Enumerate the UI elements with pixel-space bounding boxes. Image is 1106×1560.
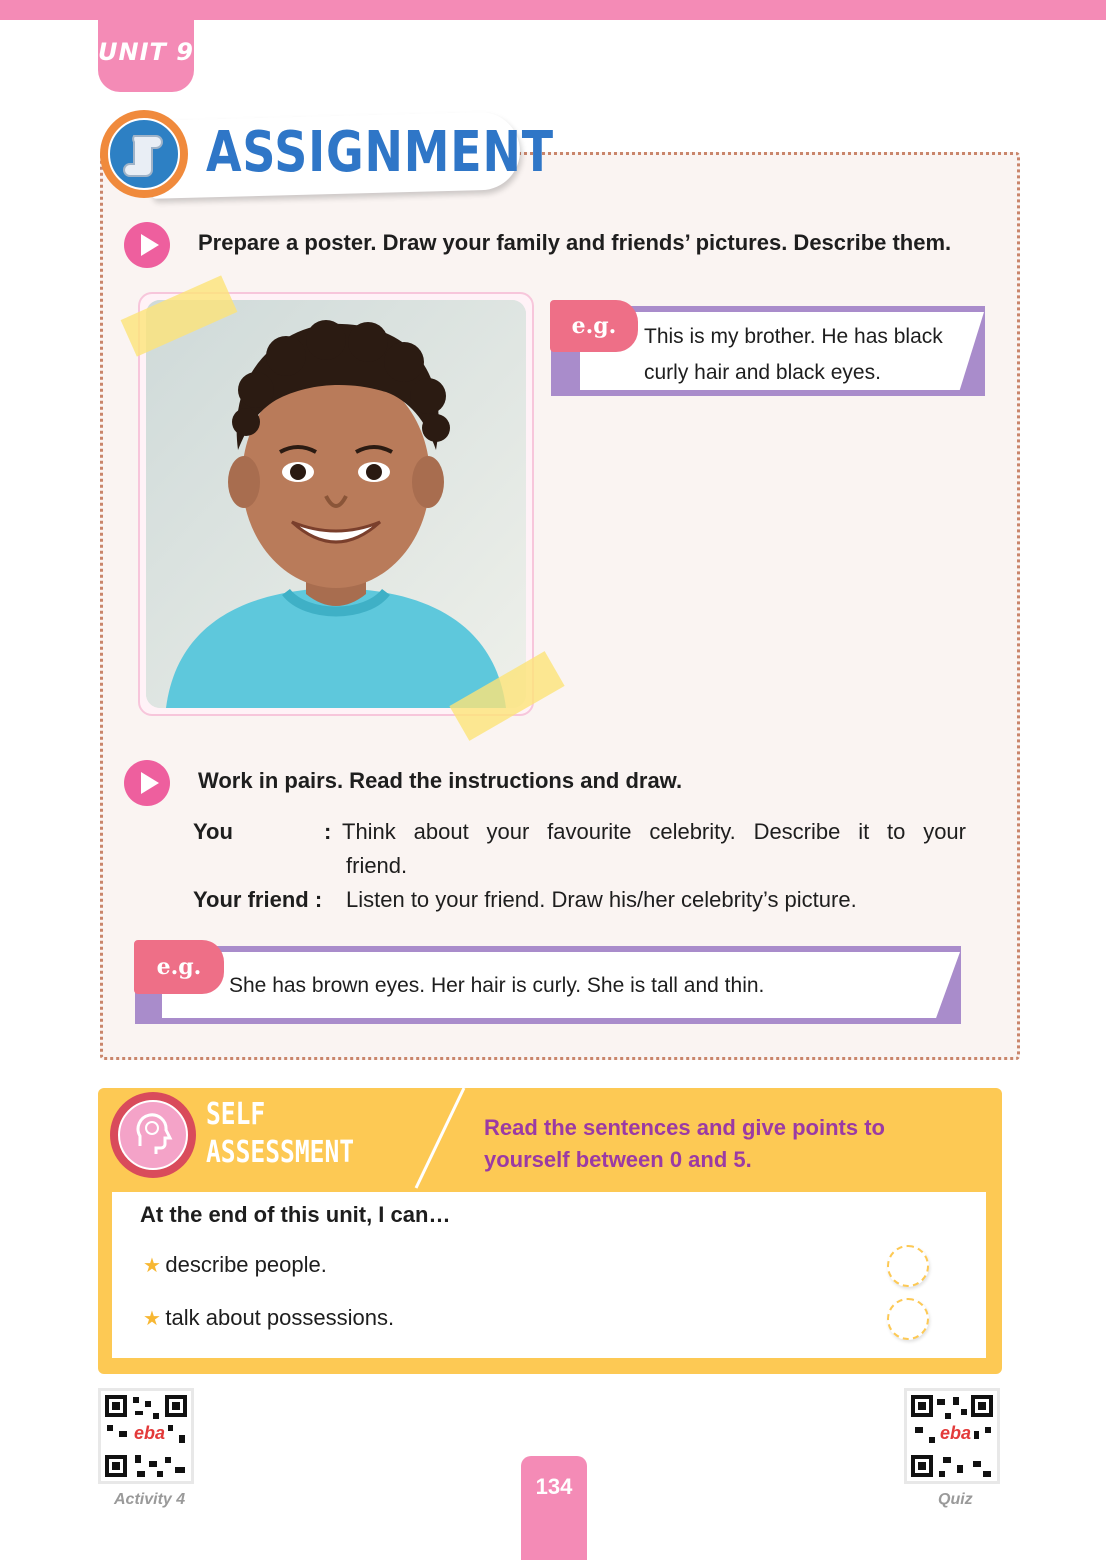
page-number: 134 <box>521 1456 587 1560</box>
task1-instruction: Prepare a poster. Draw your family and friends’ pictures. Describe them. <box>198 230 952 255</box>
brain-icon <box>118 1100 188 1170</box>
you-colon: : <box>324 819 332 844</box>
eba-logo: eba <box>131 1423 168 1444</box>
list-item: ★ describe people. <box>143 1252 327 1277</box>
unit-tab: UNIT 9 <box>98 20 194 92</box>
boy-photo <box>146 300 526 708</box>
divider-slash <box>410 1086 470 1190</box>
assignment-title: ASSIGNMENT <box>206 120 554 185</box>
example2-text: She has brown eyes. Her hair is curly. She is tall and thin. <box>229 974 765 997</box>
scroll-icon <box>108 118 180 190</box>
you-label: You <box>193 819 233 844</box>
task2-instruction: Work in pairs. Read the instructions and draw. <box>198 768 683 793</box>
quiz-label: Quiz <box>938 1491 973 1508</box>
star-icon: ★ <box>143 1255 161 1277</box>
score-circle[interactable] <box>887 1298 929 1340</box>
list-item: ★ talk about possessions. <box>143 1305 395 1330</box>
friend-text: Listen to your friend. Draw his/her celebrity’s picture. <box>346 887 857 912</box>
qr-code-activity[interactable] <box>98 1388 194 1484</box>
example2-tag: e.g. <box>134 940 224 994</box>
score-circle[interactable] <box>887 1245 929 1287</box>
example1-line2: curly hair and black eyes. <box>644 361 881 384</box>
top-bar <box>0 0 1106 20</box>
play-icon[interactable] <box>124 222 170 268</box>
example1-line1: This is my brother. He has black <box>644 325 943 348</box>
you-text-line1: Think about your favourite celebrity. Describe it to your <box>342 819 966 844</box>
activity-label: Activity 4 <box>114 1491 186 1508</box>
example1-tag: e.g. <box>550 300 638 352</box>
self-assessment-instruction: Read the sentences and give points to yourself between 0 and 5. <box>484 1115 885 1172</box>
eba-logo: eba <box>937 1423 974 1444</box>
play-icon[interactable] <box>124 760 170 806</box>
star-icon: ★ <box>143 1308 161 1330</box>
self-assessment-heading: At the end of this unit, I can… <box>140 1202 451 1227</box>
you-text-line2: friend. <box>346 853 408 878</box>
qr-code-quiz[interactable] <box>904 1388 1000 1484</box>
friend-label: Your friend : <box>193 887 323 912</box>
self-assessment-title: SELF ASSESSMENT <box>206 1097 355 1170</box>
